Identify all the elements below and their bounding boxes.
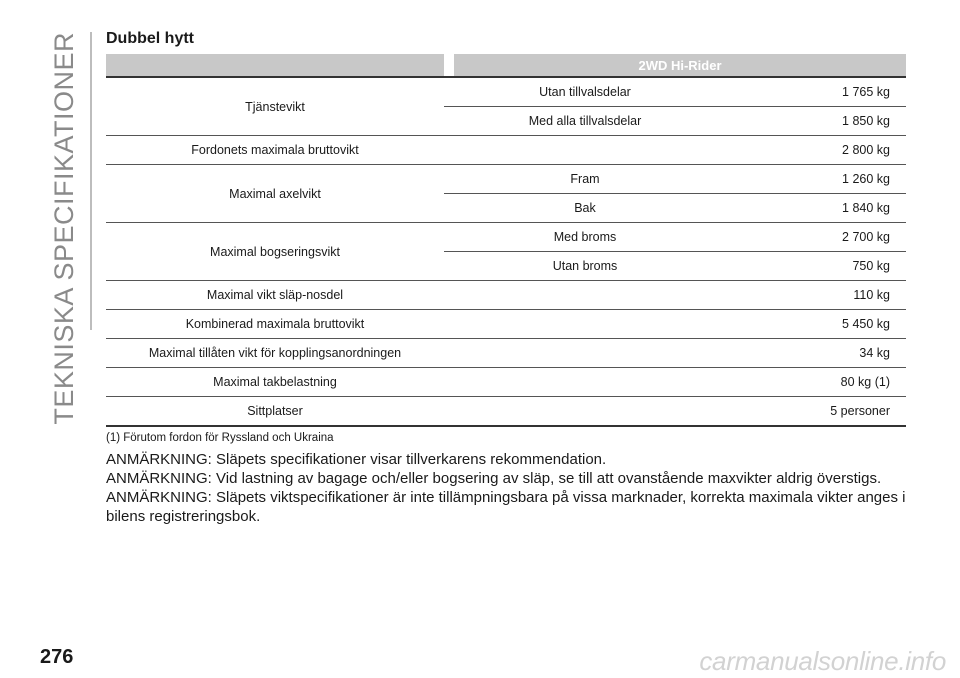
watermark: carmanualsonline.info xyxy=(699,646,946,676)
gap-cell xyxy=(444,136,454,165)
row-label: Maximal axelvikt xyxy=(106,165,444,223)
row-sublabel xyxy=(454,281,716,310)
page-number: 276 xyxy=(40,646,74,668)
note-paragraph: ANMÄRKNING: Släpets viktspecifikationer är inte tillämpningsbara på vissa marknader, korrekta maximala vikter anges i bilens registreringsbok. xyxy=(106,489,906,525)
row-label: Maximal bogseringsvikt xyxy=(106,223,444,281)
table-row xyxy=(106,339,906,368)
gap-cell xyxy=(444,223,454,252)
row-value: 80 kg (1) xyxy=(716,368,906,397)
table-row xyxy=(106,77,906,107)
row-label: Sittplatser xyxy=(106,397,444,427)
row-value: 2 800 kg xyxy=(716,136,906,165)
side-title xyxy=(44,32,84,425)
footnote: (1) Förutom fordon för Ryssland och Ukraina xyxy=(106,432,334,444)
note-paragraph: ANMÄRKNING: Släpets specifikationer visar tillverkarens rekommendation. xyxy=(106,451,607,468)
gap-cell xyxy=(444,339,454,368)
row-sublabel: Med broms xyxy=(454,223,716,252)
row-value: 750 kg xyxy=(716,252,906,281)
table-row xyxy=(106,310,906,339)
table-row xyxy=(106,281,906,310)
column-header: 2WD Hi-Rider xyxy=(454,54,906,77)
side-rule xyxy=(90,32,92,330)
gap-cell xyxy=(444,310,454,339)
table-row xyxy=(106,397,906,427)
row-sublabel: Med alla tillvalsdelar xyxy=(454,107,716,136)
table-row xyxy=(106,223,906,252)
gap-cell xyxy=(444,252,454,281)
table-header xyxy=(106,54,906,77)
row-label: Tjänstevikt xyxy=(106,77,444,136)
row-sublabel: Fram xyxy=(454,165,716,194)
row-value: 1 260 kg xyxy=(716,165,906,194)
side-title-text: TEKNISKA SPECIFIKATIONER xyxy=(49,32,79,425)
row-label: Kombinerad maximala bruttovikt xyxy=(106,310,444,339)
gap-cell xyxy=(444,368,454,397)
gap-cell xyxy=(444,281,454,310)
section-title: Dubbel hytt xyxy=(106,30,194,47)
spec-table xyxy=(106,54,906,427)
notes xyxy=(106,450,906,526)
row-sublabel xyxy=(454,136,716,165)
row-sublabel xyxy=(454,368,716,397)
row-sublabel xyxy=(454,339,716,368)
row-value: 5 450 kg xyxy=(716,310,906,339)
gap-cell xyxy=(444,397,454,427)
row-value: 5 personer xyxy=(716,397,906,427)
row-sublabel xyxy=(454,310,716,339)
row-value: 2 700 kg xyxy=(716,223,906,252)
row-sublabel xyxy=(454,397,716,427)
gap-cell xyxy=(444,194,454,223)
row-label: Fordonets maximala bruttovikt xyxy=(106,136,444,165)
header-gap xyxy=(444,54,454,77)
header-blank-cell xyxy=(106,54,444,77)
row-sublabel: Bak xyxy=(454,194,716,223)
table-row xyxy=(106,368,906,397)
row-label: Maximal takbelastning xyxy=(106,368,444,397)
row-sublabel: Utan tillvalsdelar xyxy=(454,77,716,107)
note-paragraph: ANMÄRKNING: Vid lastning av bagage och/eller bogsering av släp, se till att ovanstående maxvikter aldrig överstigs. xyxy=(106,470,882,487)
row-value: 1 840 kg xyxy=(716,194,906,223)
table-row xyxy=(106,136,906,165)
row-value: 1 850 kg xyxy=(716,107,906,136)
gap-cell xyxy=(444,165,454,194)
gap-cell xyxy=(444,77,454,107)
row-label: Maximal tillåten vikt för kopplingsanordningen xyxy=(106,339,444,368)
row-value: 110 kg xyxy=(716,281,906,310)
gap-cell xyxy=(444,107,454,136)
row-label: Maximal vikt släp-nosdel xyxy=(106,281,444,310)
row-value: 34 kg xyxy=(716,339,906,368)
row-value: 1 765 kg xyxy=(716,77,906,107)
row-sublabel: Utan broms xyxy=(454,252,716,281)
table-row xyxy=(106,165,906,194)
